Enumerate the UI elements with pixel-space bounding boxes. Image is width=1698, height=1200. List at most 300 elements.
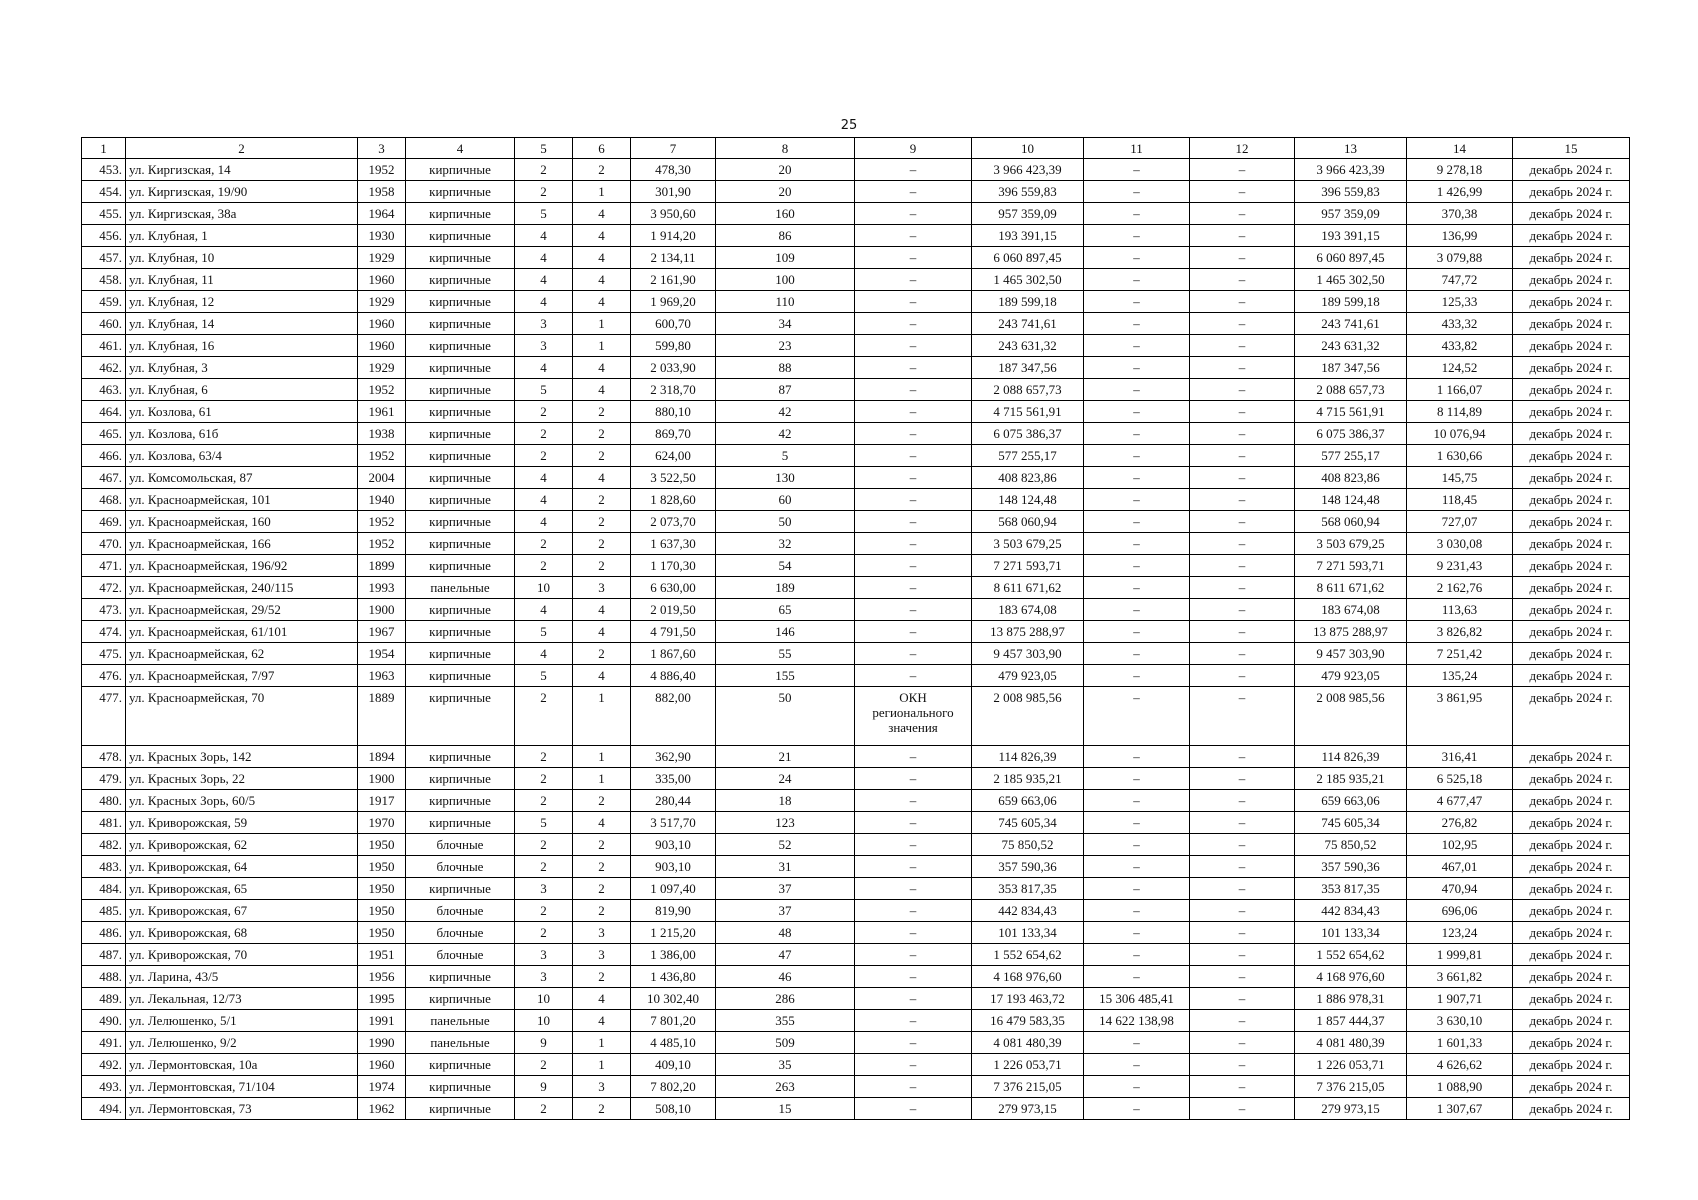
cell-regional-funds: – bbox=[1190, 966, 1295, 988]
cell-local-cost: 1 857 444,37 bbox=[1295, 1010, 1407, 1032]
cell-deadline: декабрь 2024 г. bbox=[1513, 489, 1630, 511]
cell-local-cost: 189 599,18 bbox=[1295, 291, 1407, 313]
cell-area: 624,00 bbox=[631, 445, 716, 467]
cell-federal-funds: – bbox=[1084, 1054, 1190, 1076]
cell-regional-funds: – bbox=[1190, 812, 1295, 834]
table-row bbox=[82, 291, 1630, 313]
cell-area: 478,30 bbox=[631, 159, 716, 181]
column-header-13: 13 bbox=[1295, 138, 1407, 159]
cell-row-number: 459. bbox=[82, 291, 126, 313]
cell-floors: 2 bbox=[515, 687, 573, 746]
cell-local-cost: 4 715 561,91 bbox=[1295, 401, 1407, 423]
cell-row-number: 478. bbox=[82, 746, 126, 768]
cell-cost-per-unit: 3 630,10 bbox=[1407, 1010, 1513, 1032]
cell-local-cost: 1 465 302,50 bbox=[1295, 269, 1407, 291]
cell-row-number: 481. bbox=[82, 812, 126, 834]
cell-year-built: 1930 bbox=[358, 225, 406, 247]
cell-wall-material: кирпичные bbox=[406, 401, 515, 423]
cell-entrances: 1 bbox=[573, 768, 631, 790]
cell-deadline: декабрь 2024 г. bbox=[1513, 225, 1630, 247]
cell-entrances: 2 bbox=[573, 159, 631, 181]
cell-federal-funds: – bbox=[1084, 445, 1190, 467]
cell-residents: 263 bbox=[716, 1076, 855, 1098]
cell-local-cost: 1 552 654,62 bbox=[1295, 944, 1407, 966]
table-row bbox=[82, 203, 1630, 225]
cell-federal-funds: – bbox=[1084, 878, 1190, 900]
cell-wall-material: кирпичные bbox=[406, 665, 515, 687]
cell-heritage-status: – bbox=[855, 555, 972, 577]
cell-area: 1 436,80 bbox=[631, 966, 716, 988]
cell-year-built: 1952 bbox=[358, 379, 406, 401]
cell-cost-per-unit: 10 076,94 bbox=[1407, 423, 1513, 445]
cell-address: ул. Криворожская, 62 bbox=[126, 834, 358, 856]
cell-year-built: 1967 bbox=[358, 621, 406, 643]
cell-federal-funds: – bbox=[1084, 401, 1190, 423]
cell-heritage-status: – bbox=[855, 489, 972, 511]
table-row bbox=[82, 643, 1630, 665]
cell-year-built: 1960 bbox=[358, 1054, 406, 1076]
cell-entrances: 4 bbox=[573, 467, 631, 489]
cell-row-number: 486. bbox=[82, 922, 126, 944]
cell-address: ул. Красноармейская, 101 bbox=[126, 489, 358, 511]
cell-area: 4 791,50 bbox=[631, 621, 716, 643]
cell-deadline: декабрь 2024 г. bbox=[1513, 1076, 1630, 1098]
cell-federal-funds: – bbox=[1084, 379, 1190, 401]
cell-residents: 47 bbox=[716, 944, 855, 966]
cell-total-cost: 9 457 303,90 bbox=[972, 643, 1084, 665]
cell-floors: 10 bbox=[515, 577, 573, 599]
cell-entrances: 1 bbox=[573, 1032, 631, 1054]
table-row bbox=[82, 922, 1630, 944]
cell-floors: 4 bbox=[515, 269, 573, 291]
cell-heritage-status: – bbox=[855, 768, 972, 790]
cell-regional-funds: – bbox=[1190, 746, 1295, 768]
cell-entrances: 1 bbox=[573, 1054, 631, 1076]
cell-floors: 2 bbox=[515, 555, 573, 577]
cell-area: 903,10 bbox=[631, 834, 716, 856]
cell-address: ул. Киргизская, 19/90 bbox=[126, 181, 358, 203]
cell-entrances: 4 bbox=[573, 599, 631, 621]
cell-address: ул. Лермонтовская, 73 bbox=[126, 1098, 358, 1120]
cell-regional-funds: – bbox=[1190, 665, 1295, 687]
cell-total-cost: 957 359,09 bbox=[972, 203, 1084, 225]
cell-wall-material: блочные bbox=[406, 856, 515, 878]
cell-regional-funds: – bbox=[1190, 423, 1295, 445]
cell-heritage-status: – bbox=[855, 1076, 972, 1098]
cell-year-built: 1961 bbox=[358, 401, 406, 423]
cell-residents: 31 bbox=[716, 856, 855, 878]
cell-row-number: 473. bbox=[82, 599, 126, 621]
table-row bbox=[82, 401, 1630, 423]
cell-total-cost: 1 226 053,71 bbox=[972, 1054, 1084, 1076]
cell-floors: 5 bbox=[515, 379, 573, 401]
cell-entrances: 1 bbox=[573, 746, 631, 768]
cell-floors: 4 bbox=[515, 599, 573, 621]
cell-address: ул. Клубная, 16 bbox=[126, 335, 358, 357]
cell-total-cost: 183 674,08 bbox=[972, 599, 1084, 621]
cell-area: 335,00 bbox=[631, 768, 716, 790]
cell-floors: 2 bbox=[515, 423, 573, 445]
cell-local-cost: 114 826,39 bbox=[1295, 746, 1407, 768]
cell-total-cost: 1 552 654,62 bbox=[972, 944, 1084, 966]
cell-cost-per-unit: 467,01 bbox=[1407, 856, 1513, 878]
cell-entrances: 1 bbox=[573, 181, 631, 203]
cell-floors: 2 bbox=[515, 1054, 573, 1076]
cell-regional-funds: – bbox=[1190, 203, 1295, 225]
cell-row-number: 461. bbox=[82, 335, 126, 357]
cell-entrances: 2 bbox=[573, 834, 631, 856]
cell-heritage-status: – bbox=[855, 790, 972, 812]
cell-cost-per-unit: 118,45 bbox=[1407, 489, 1513, 511]
cell-year-built: 1960 bbox=[358, 313, 406, 335]
cell-year-built: 1952 bbox=[358, 533, 406, 555]
cell-floors: 10 bbox=[515, 988, 573, 1010]
cell-floors: 2 bbox=[515, 445, 573, 467]
cell-row-number: 483. bbox=[82, 856, 126, 878]
cell-total-cost: 13 875 288,97 bbox=[972, 621, 1084, 643]
cell-total-cost: 577 255,17 bbox=[972, 445, 1084, 467]
cell-year-built: 1950 bbox=[358, 856, 406, 878]
table-row bbox=[82, 511, 1630, 533]
cell-entrances: 2 bbox=[573, 445, 631, 467]
cell-floors: 9 bbox=[515, 1032, 573, 1054]
cell-residents: 5 bbox=[716, 445, 855, 467]
cell-deadline: декабрь 2024 г. bbox=[1513, 269, 1630, 291]
cell-federal-funds: – bbox=[1084, 812, 1190, 834]
cell-local-cost: 4 081 480,39 bbox=[1295, 1032, 1407, 1054]
table-row bbox=[82, 599, 1630, 621]
cell-wall-material: кирпичные bbox=[406, 357, 515, 379]
cell-wall-material: кирпичные bbox=[406, 247, 515, 269]
column-header-12: 12 bbox=[1190, 138, 1295, 159]
column-header-6: 6 bbox=[573, 138, 631, 159]
cell-year-built: 1950 bbox=[358, 834, 406, 856]
cell-local-cost: 1 226 053,71 bbox=[1295, 1054, 1407, 1076]
cell-row-number: 462. bbox=[82, 357, 126, 379]
cell-total-cost: 408 823,86 bbox=[972, 467, 1084, 489]
cell-floors: 3 bbox=[515, 313, 573, 335]
cell-area: 301,90 bbox=[631, 181, 716, 203]
cell-address: ул. Козлова, 61б bbox=[126, 423, 358, 445]
cell-floors: 2 bbox=[515, 768, 573, 790]
cell-row-number: 455. bbox=[82, 203, 126, 225]
cell-cost-per-unit: 1 426,99 bbox=[1407, 181, 1513, 203]
cell-residents: 130 bbox=[716, 467, 855, 489]
cell-total-cost: 442 834,43 bbox=[972, 900, 1084, 922]
cell-address: ул. Криворожская, 64 bbox=[126, 856, 358, 878]
cell-cost-per-unit: 3 861,95 bbox=[1407, 687, 1513, 746]
cell-total-cost: 189 599,18 bbox=[972, 291, 1084, 313]
cell-area: 880,10 bbox=[631, 401, 716, 423]
cell-year-built: 1950 bbox=[358, 900, 406, 922]
cell-entrances: 3 bbox=[573, 577, 631, 599]
cell-cost-per-unit: 135,24 bbox=[1407, 665, 1513, 687]
cell-regional-funds: – bbox=[1190, 790, 1295, 812]
cell-row-number: 466. bbox=[82, 445, 126, 467]
cell-regional-funds: – bbox=[1190, 1098, 1295, 1120]
cell-cost-per-unit: 1 601,33 bbox=[1407, 1032, 1513, 1054]
cell-regional-funds: – bbox=[1190, 379, 1295, 401]
cell-year-built: 1929 bbox=[358, 357, 406, 379]
cell-federal-funds: – bbox=[1084, 335, 1190, 357]
cell-year-built: 1958 bbox=[358, 181, 406, 203]
cell-address: ул. Лермонтовская, 71/104 bbox=[126, 1076, 358, 1098]
cell-heritage-status: – bbox=[855, 467, 972, 489]
cell-regional-funds: – bbox=[1190, 768, 1295, 790]
cell-regional-funds: – bbox=[1190, 1076, 1295, 1098]
cell-residents: 86 bbox=[716, 225, 855, 247]
cell-floors: 5 bbox=[515, 665, 573, 687]
cell-wall-material: блочные bbox=[406, 900, 515, 922]
cell-federal-funds: – bbox=[1084, 856, 1190, 878]
cell-year-built: 1950 bbox=[358, 922, 406, 944]
table-row bbox=[82, 379, 1630, 401]
cell-year-built: 1917 bbox=[358, 790, 406, 812]
cell-regional-funds: – bbox=[1190, 599, 1295, 621]
cell-federal-funds: – bbox=[1084, 247, 1190, 269]
cell-residents: 35 bbox=[716, 1054, 855, 1076]
cell-address: ул. Криворожская, 67 bbox=[126, 900, 358, 922]
cell-federal-funds: – bbox=[1084, 1076, 1190, 1098]
cell-year-built: 1952 bbox=[358, 511, 406, 533]
table-row bbox=[82, 269, 1630, 291]
cell-area: 819,90 bbox=[631, 900, 716, 922]
cell-federal-funds: – bbox=[1084, 621, 1190, 643]
cell-heritage-status: – bbox=[855, 621, 972, 643]
cell-year-built: 1974 bbox=[358, 1076, 406, 1098]
cell-year-built: 1929 bbox=[358, 291, 406, 313]
cell-federal-funds: – bbox=[1084, 555, 1190, 577]
table-row bbox=[82, 357, 1630, 379]
cell-wall-material: кирпичные bbox=[406, 203, 515, 225]
cell-heritage-status: – bbox=[855, 665, 972, 687]
cell-year-built: 1929 bbox=[358, 247, 406, 269]
cell-row-number: 464. bbox=[82, 401, 126, 423]
cell-floors: 2 bbox=[515, 1098, 573, 1120]
cell-cost-per-unit: 7 251,42 bbox=[1407, 643, 1513, 665]
table-row bbox=[82, 944, 1630, 966]
cell-local-cost: 442 834,43 bbox=[1295, 900, 1407, 922]
cell-local-cost: 577 255,17 bbox=[1295, 445, 1407, 467]
cell-cost-per-unit: 433,32 bbox=[1407, 313, 1513, 335]
cell-wall-material: кирпичные bbox=[406, 878, 515, 900]
cell-total-cost: 16 479 583,35 bbox=[972, 1010, 1084, 1032]
cell-regional-funds: – bbox=[1190, 159, 1295, 181]
cell-heritage-status: – bbox=[855, 812, 972, 834]
cell-cost-per-unit: 102,95 bbox=[1407, 834, 1513, 856]
cell-year-built: 1990 bbox=[358, 1032, 406, 1054]
column-header-8: 8 bbox=[716, 138, 855, 159]
cell-local-cost: 957 359,09 bbox=[1295, 203, 1407, 225]
cell-residents: 55 bbox=[716, 643, 855, 665]
cell-heritage-status: – bbox=[855, 643, 972, 665]
cell-address: ул. Красных Зорь, 60/5 bbox=[126, 790, 358, 812]
table-row bbox=[82, 467, 1630, 489]
cell-address: ул. Красноармейская, 160 bbox=[126, 511, 358, 533]
cell-federal-funds: – bbox=[1084, 467, 1190, 489]
cell-row-number: 458. bbox=[82, 269, 126, 291]
cell-regional-funds: – bbox=[1190, 269, 1295, 291]
cell-area: 3 950,60 bbox=[631, 203, 716, 225]
cell-residents: 355 bbox=[716, 1010, 855, 1032]
cell-address: ул. Лелюшенко, 9/2 bbox=[126, 1032, 358, 1054]
cell-row-number: 490. bbox=[82, 1010, 126, 1032]
cell-total-cost: 2 008 985,56 bbox=[972, 687, 1084, 746]
cell-deadline: декабрь 2024 г. bbox=[1513, 599, 1630, 621]
cell-residents: 100 bbox=[716, 269, 855, 291]
cell-row-number: 476. bbox=[82, 665, 126, 687]
table-row bbox=[82, 423, 1630, 445]
cell-heritage-status: – bbox=[855, 401, 972, 423]
cell-address: ул. Криворожская, 70 bbox=[126, 944, 358, 966]
cell-local-cost: 357 590,36 bbox=[1295, 856, 1407, 878]
cell-deadline: декабрь 2024 г. bbox=[1513, 878, 1630, 900]
cell-regional-funds: – bbox=[1190, 643, 1295, 665]
cell-row-number: 453. bbox=[82, 159, 126, 181]
cell-wall-material: кирпичные bbox=[406, 1054, 515, 1076]
cell-heritage-status: – bbox=[855, 335, 972, 357]
column-header-2: 2 bbox=[126, 138, 358, 159]
table-row bbox=[82, 489, 1630, 511]
cell-heritage-status: – bbox=[855, 379, 972, 401]
cell-federal-funds: – bbox=[1084, 489, 1190, 511]
cell-area: 10 302,40 bbox=[631, 988, 716, 1010]
cell-year-built: 1993 bbox=[358, 577, 406, 599]
cell-residents: 50 bbox=[716, 511, 855, 533]
table-row bbox=[82, 746, 1630, 768]
cell-regional-funds: – bbox=[1190, 225, 1295, 247]
cell-residents: 18 bbox=[716, 790, 855, 812]
cell-local-cost: 243 741,61 bbox=[1295, 313, 1407, 335]
table-row bbox=[82, 790, 1630, 812]
cell-row-number: 491. bbox=[82, 1032, 126, 1054]
cell-row-number: 463. bbox=[82, 379, 126, 401]
cell-floors: 4 bbox=[515, 291, 573, 313]
cell-area: 2 318,70 bbox=[631, 379, 716, 401]
cell-deadline: декабрь 2024 г. bbox=[1513, 291, 1630, 313]
cell-total-cost: 6 075 386,37 bbox=[972, 423, 1084, 445]
cell-local-cost: 3 503 679,25 bbox=[1295, 533, 1407, 555]
cell-wall-material: кирпичные bbox=[406, 790, 515, 812]
cell-total-cost: 396 559,83 bbox=[972, 181, 1084, 203]
cell-federal-funds: – bbox=[1084, 423, 1190, 445]
cell-cost-per-unit: 747,72 bbox=[1407, 269, 1513, 291]
table-row bbox=[82, 1076, 1630, 1098]
cell-local-cost: 1 886 978,31 bbox=[1295, 988, 1407, 1010]
cell-deadline: декабрь 2024 г. bbox=[1513, 812, 1630, 834]
table-row bbox=[82, 878, 1630, 900]
cell-year-built: 1950 bbox=[358, 878, 406, 900]
cell-address: ул. Козлова, 63/4 bbox=[126, 445, 358, 467]
cell-area: 4 886,40 bbox=[631, 665, 716, 687]
cell-local-cost: 2 088 657,73 bbox=[1295, 379, 1407, 401]
cell-entrances: 2 bbox=[573, 1098, 631, 1120]
table-row bbox=[82, 159, 1630, 181]
cell-cost-per-unit: 1 307,67 bbox=[1407, 1098, 1513, 1120]
cell-total-cost: 353 817,35 bbox=[972, 878, 1084, 900]
cell-wall-material: кирпичные bbox=[406, 643, 515, 665]
cell-address: ул. Криворожская, 65 bbox=[126, 878, 358, 900]
cell-row-number: 472. bbox=[82, 577, 126, 599]
cell-entrances: 4 bbox=[573, 291, 631, 313]
cell-residents: 509 bbox=[716, 1032, 855, 1054]
cell-address: ул. Красноармейская, 70 bbox=[126, 687, 358, 746]
cell-floors: 3 bbox=[515, 944, 573, 966]
cell-deadline: декабрь 2024 г. bbox=[1513, 511, 1630, 533]
table-row bbox=[82, 966, 1630, 988]
cell-area: 508,10 bbox=[631, 1098, 716, 1120]
cell-cost-per-unit: 276,82 bbox=[1407, 812, 1513, 834]
cell-heritage-status: – bbox=[855, 900, 972, 922]
cell-row-number: 456. bbox=[82, 225, 126, 247]
cell-cost-per-unit: 3 030,08 bbox=[1407, 533, 1513, 555]
cell-residents: 23 bbox=[716, 335, 855, 357]
cell-local-cost: 745 605,34 bbox=[1295, 812, 1407, 834]
cell-regional-funds: – bbox=[1190, 922, 1295, 944]
cell-floors: 4 bbox=[515, 489, 573, 511]
cell-entrances: 2 bbox=[573, 900, 631, 922]
cell-deadline: декабрь 2024 г. bbox=[1513, 790, 1630, 812]
column-header-3: 3 bbox=[358, 138, 406, 159]
cell-local-cost: 9 457 303,90 bbox=[1295, 643, 1407, 665]
cell-entrances: 4 bbox=[573, 269, 631, 291]
cell-row-number: 475. bbox=[82, 643, 126, 665]
cell-residents: 109 bbox=[716, 247, 855, 269]
cell-entrances: 2 bbox=[573, 643, 631, 665]
table-row bbox=[82, 1032, 1630, 1054]
table-row bbox=[82, 900, 1630, 922]
cell-floors: 4 bbox=[515, 511, 573, 533]
cell-area: 2 134,11 bbox=[631, 247, 716, 269]
cell-regional-funds: – bbox=[1190, 489, 1295, 511]
cell-floors: 10 bbox=[515, 1010, 573, 1032]
cell-address: ул. Клубная, 12 bbox=[126, 291, 358, 313]
cell-area: 4 485,10 bbox=[631, 1032, 716, 1054]
cell-address: ул. Комсомольская, 87 bbox=[126, 467, 358, 489]
column-header-5: 5 bbox=[515, 138, 573, 159]
cell-residents: 88 bbox=[716, 357, 855, 379]
column-header-9: 9 bbox=[855, 138, 972, 159]
cell-wall-material: кирпичные bbox=[406, 555, 515, 577]
cell-total-cost: 193 391,15 bbox=[972, 225, 1084, 247]
cell-regional-funds: – bbox=[1190, 313, 1295, 335]
cell-heritage-status: – bbox=[855, 966, 972, 988]
cell-cost-per-unit: 3 826,82 bbox=[1407, 621, 1513, 643]
cell-local-cost: 75 850,52 bbox=[1295, 834, 1407, 856]
cell-heritage-status: – bbox=[855, 511, 972, 533]
cell-federal-funds: – bbox=[1084, 746, 1190, 768]
cell-wall-material: панельные bbox=[406, 1032, 515, 1054]
table-row bbox=[82, 533, 1630, 555]
cell-federal-funds: – bbox=[1084, 687, 1190, 746]
cell-row-number: 471. bbox=[82, 555, 126, 577]
cell-area: 599,80 bbox=[631, 335, 716, 357]
cell-cost-per-unit: 2 162,76 bbox=[1407, 577, 1513, 599]
cell-federal-funds: – bbox=[1084, 203, 1190, 225]
table-row bbox=[82, 988, 1630, 1010]
cell-row-number: 484. bbox=[82, 878, 126, 900]
cell-deadline: декабрь 2024 г. bbox=[1513, 1010, 1630, 1032]
cell-year-built: 1938 bbox=[358, 423, 406, 445]
cell-total-cost: 148 124,48 bbox=[972, 489, 1084, 511]
cell-heritage-status: – bbox=[855, 922, 972, 944]
cell-total-cost: 114 826,39 bbox=[972, 746, 1084, 768]
cell-entrances: 1 bbox=[573, 313, 631, 335]
cell-local-cost: 148 124,48 bbox=[1295, 489, 1407, 511]
cell-year-built: 1963 bbox=[358, 665, 406, 687]
cell-regional-funds: – bbox=[1190, 944, 1295, 966]
cell-floors: 4 bbox=[515, 467, 573, 489]
